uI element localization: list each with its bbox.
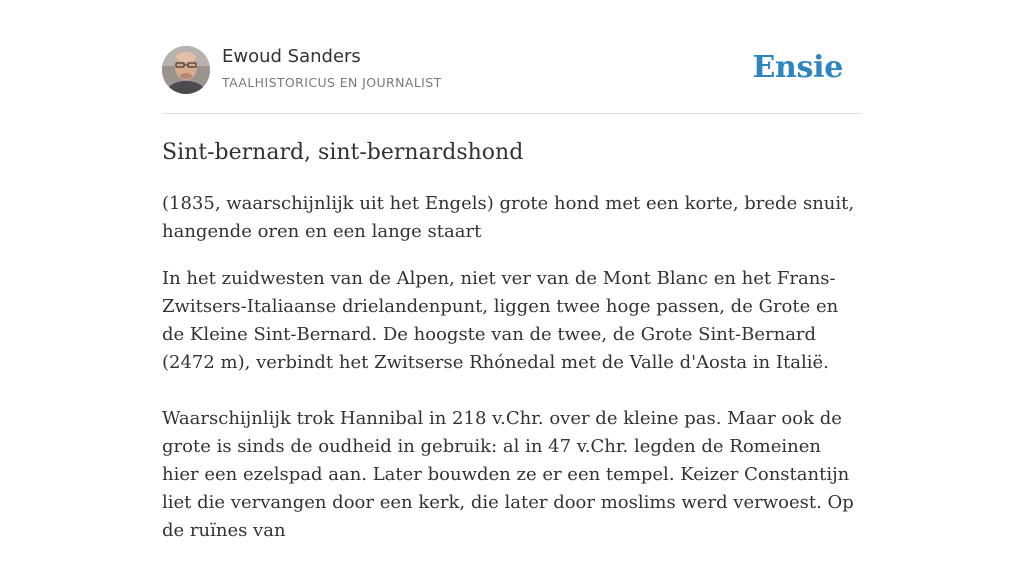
author-header [162,0,862,114]
author-role: TAALHISTORICUS EN JOURNALIST [222,75,442,90]
ensie-logo[interactable]: Ensie [752,50,843,85]
entry-title: Sint-bernard, sint-bernardshond [162,140,524,165]
body-paragraph: Waarschijnlijk trok Hannibal in 218 v.Chr. over de kleine pas. Maar ook de grote is sinds de oudheid in gebruik: al in 47 v.Chr. legden de Romeinen hier een ezelspad aan. Later bouwden ze er een tempel. Keizer Constantijn liet die vervangen door een kerk, die later door moslims werd verwoest. Op de ruïnes van [162,408,854,541]
author-name[interactable]: Ewoud Sanders [222,46,361,67]
entry-definition: (1835, waarschijnlijk uit het Engels) grote hond met een korte, brede snuit, hangende oren en een lange staart [162,193,855,242]
entry-card [162,0,862,573]
entry-body [162,265,862,545]
body-paragraph: In het zuidwesten van de Alpen, niet ver van de Mont Blanc en het Frans-Zwitsers-Italiaanse drielandenpunt, liggen twee hoge passen, de Grote en de Kleine Sint-Bernard. De hoogste van de twee, de Grote Sint-Bernard (2472 m), verbindt het Zwitserse Rhónedal met de Valle d'Aosta in Italië. [162,268,839,373]
avatar-portrait-icon [162,46,210,94]
author-avatar[interactable] [162,46,210,94]
